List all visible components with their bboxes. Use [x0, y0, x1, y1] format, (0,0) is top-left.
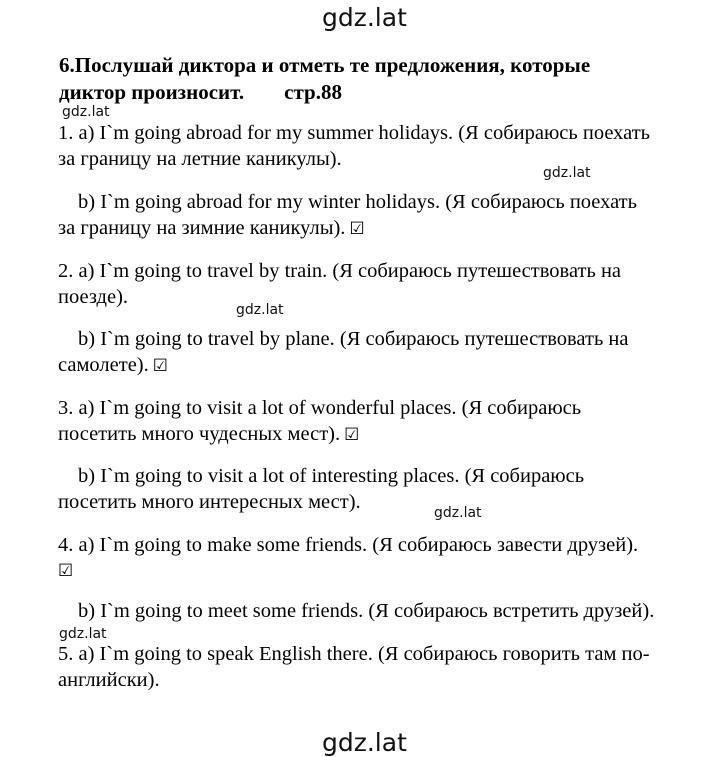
checkbox-checked-icon: ☑ [344, 425, 360, 445]
watermark-bottom: gdz.lat [322, 728, 407, 757]
watermark: gdz.lat [236, 302, 284, 318]
watermark-top: gdz.lat [322, 3, 407, 32]
watermark: gdz.lat [543, 165, 591, 181]
page-reference: стр.88 [284, 80, 342, 104]
item-2b-text: самолете). [58, 354, 149, 376]
item-2b-line-2 [58, 352, 168, 379]
item-2a-line-2: поезде). [58, 286, 129, 308]
item-4a-line-1: 4. a) I`m going to make some friends. (Я собираюсь завести друзей). [58, 534, 639, 556]
item-2a-line-1: 2. a) I`m going to travel by train. (Я собираюсь путешествовать на [58, 260, 622, 282]
item-5a-line-2: английски). [58, 669, 160, 691]
item-5a-line-1: 5. a) I`m going to speak English there. (Я собираюсь говорить там по- [58, 643, 650, 665]
item-1a-line-2: за границу на летние каникулы). [58, 148, 342, 170]
watermark: gdz.lat [434, 505, 482, 521]
exercise-title [59, 52, 659, 106]
checkbox-checked-icon: ☑ [152, 356, 168, 376]
item-1b-line-2 [58, 215, 365, 242]
exercise-title-text: 6.Послушай диктора и отметь те предложения, которые диктор произносит. [59, 53, 591, 104]
checkbox-checked-icon: ☑ [349, 219, 365, 239]
item-3b-line-2: посетить много интересных мест). [58, 491, 361, 513]
item-4a-check-line [58, 557, 73, 584]
item-4b-line-1: b) I`m going to meet some friends. (Я собираюсь встретить друзей). [78, 600, 655, 622]
item-3a-text: посетить много чудесных мест). [58, 423, 341, 445]
watermark: gdz.lat [62, 104, 110, 120]
item-3a-line-2 [58, 421, 359, 448]
checkbox-checked-icon: ☑ [58, 561, 74, 581]
item-1b-text: за границу на зимние каникулы). [58, 217, 346, 239]
item-3b-line-1: b) I`m going to visit a lot of interesting places. (Я собираюсь [78, 465, 585, 487]
item-2b-line-1: b) I`m going to travel by plane. (Я собираюсь путешествовать на [78, 328, 629, 350]
item-3a-line-1: 3. a) I`m going to visit a lot of wonderful places. (Я собираюсь [58, 397, 582, 419]
watermark: gdz.lat [59, 626, 107, 642]
item-1b-line-1: b) I`m going abroad for my winter holidays. (Я собираюсь поехать [78, 191, 637, 213]
item-1a-line-1: 1. a) I`m going abroad for my summer holidays. (Я собираюсь поехать [58, 122, 650, 144]
